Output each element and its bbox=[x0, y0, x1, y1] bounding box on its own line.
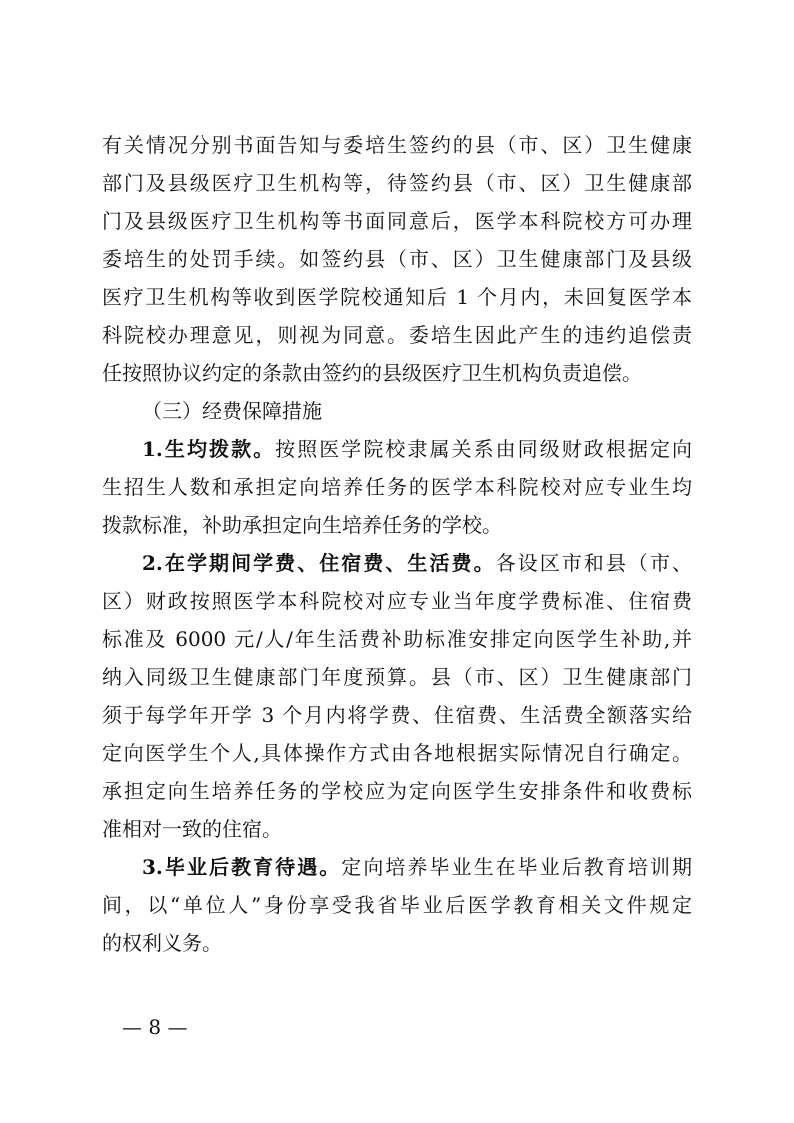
document-body bbox=[102, 126, 692, 962]
item-text: 按照医学院校隶属关系由同级财政根据定向 bbox=[275, 437, 692, 461]
paragraph-line: 有关情况分别书面告知与委培生签约的县（市、区）卫生健康 bbox=[102, 133, 692, 157]
paragraph-line: 任按照协议约定的条款由签约的县级医疗卫生机构负责追偿。 bbox=[102, 361, 642, 385]
paragraph-line: 生招生人数和承担定向培养任务的医学本科院校对应专业生均 bbox=[102, 475, 692, 499]
paragraph-line: 科院校办理意见，则视为同意。委培生因此产生的违约追偿责 bbox=[102, 323, 692, 347]
item-first-line bbox=[102, 430, 692, 468]
section-heading: （三）经费保障措施 bbox=[142, 399, 322, 423]
paragraph-line: 门及县级医疗卫生机构等书面同意后，医学本科院校方可办理 bbox=[102, 209, 692, 233]
item-text: 各设区市和县（市、 bbox=[495, 551, 692, 575]
paragraph-line: 部门及县级医疗卫生机构等，待签约县（市、区）卫生健康部 bbox=[102, 171, 692, 195]
paragraph-line: 承担定向生培养任务的学校应为定向医学生安排条件和收费标 bbox=[102, 779, 692, 803]
paragraph-line: 的权利义务。 bbox=[102, 931, 222, 955]
item-title: 1.生均拨款。 bbox=[142, 437, 276, 461]
paragraph-line: 纳入同级卫生健康部门年度预算。县（市、区）卫生健康部门 bbox=[102, 665, 692, 689]
item-title: 3.毕业后教育待遇。 bbox=[142, 855, 342, 879]
paragraph-line: 准相对一致的住宿。 bbox=[102, 817, 282, 841]
paragraph-line: 区）财政按照医学本科院校对应专业当年度学费标准、住宿费 bbox=[102, 589, 692, 613]
item-first-line bbox=[102, 544, 692, 582]
paragraph-line: 拨款标准，补助承担定向生培养任务的学校。 bbox=[102, 513, 502, 537]
page-number: — 8 — bbox=[122, 1015, 188, 1039]
item-first-line bbox=[102, 848, 692, 886]
paragraph-line: 须于每学年开学 3 个月内将学费、住宿费、生活费全额落实给 bbox=[102, 703, 692, 727]
paragraph-line: 标准及 6000 元/人/年生活费补助标准安排定向医学生补助,并 bbox=[102, 627, 692, 651]
paragraph-line: 间，以“单位人”身份享受我省毕业后医学教育相关文件规定 bbox=[102, 893, 692, 917]
paragraph-line: 委培生的处罚手续。如签约县（市、区）卫生健康部门及县级 bbox=[102, 247, 692, 271]
item-text: 定向培养毕业生在毕业后教育培训期 bbox=[341, 855, 692, 879]
paragraph-line: 医疗卫生机构等收到医学院校通知后 1 个月内，未回复医学本 bbox=[102, 285, 692, 309]
item-title: 2.在学期间学费、住宿费、生活费。 bbox=[142, 551, 496, 575]
paragraph-line: 定向医学生个人,具体操作方式由各地根据实际情况自行确定。 bbox=[102, 741, 692, 765]
